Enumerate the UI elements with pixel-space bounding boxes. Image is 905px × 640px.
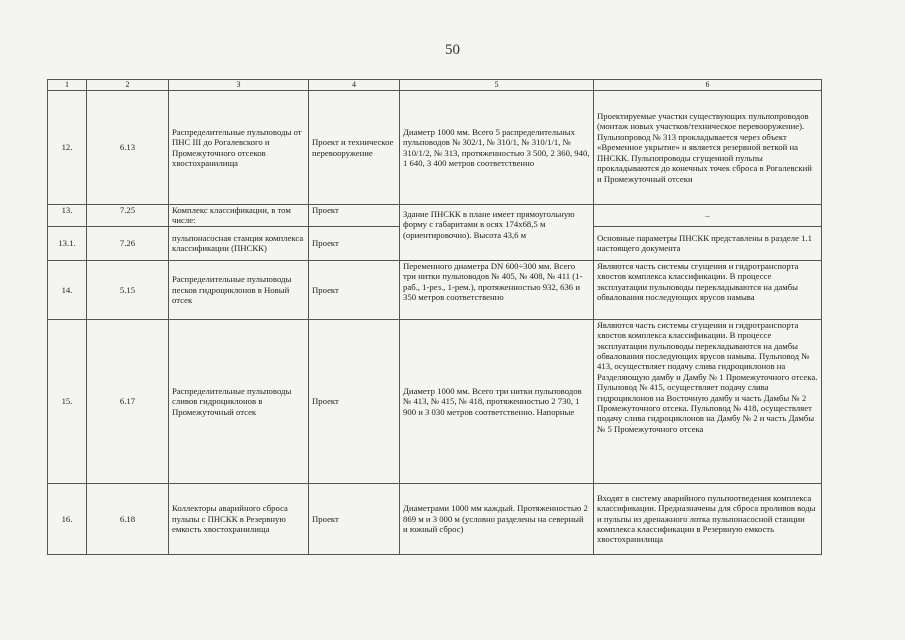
object-code: 7.26	[87, 226, 169, 260]
object-parameters: Переменного диаметра DN 600÷300 мм. Всего три нитки пульповодов № 405, № 408, № 411 (1-раб., 1-рез., 1-рем.), протяженностью 932, 636 и 350 метров соответственно	[400, 260, 594, 319]
document-type: Проект и техническое перевооружение	[309, 91, 400, 205]
document-type: Проект	[309, 260, 400, 319]
object-code: 5.15	[87, 260, 169, 319]
object-name: Распределительные пульповоды от ПНС III до Рогалевского и Промежуточного отсеков хвостохранилища	[169, 91, 309, 205]
header-cell: 2	[87, 80, 169, 91]
row-number: 15.	[48, 319, 87, 483]
row-number: 13.1.	[48, 226, 87, 260]
object-parameters: Диаметр 1000 мм. Всего три нитки пульповодов № 413, № 415, № 418, протяженностью 2 730, 1 900 и 3 030 метров соответственно. Напорные	[400, 319, 594, 483]
object-code: 6.18	[87, 483, 169, 554]
row-number: 13.	[48, 205, 87, 227]
object-name: Коллекторы аварийного сброса пульпы с ПНСКК в Резервную емкость хвостохранилища	[169, 483, 309, 554]
header-cell: 6	[594, 80, 822, 91]
document-type: Проект	[309, 483, 400, 554]
object-note: Являются часть системы сгущения и гидротранспорта хвостов комплекса классификации. В процессе эксплуатации пульповоды перекладываются на дамбы обвалования последующих ярусов намыва. Пульповод № 413, осуществляет подачу слива гидроциклонов на Разделяющую дамбу и Дамбу № 1 Промежуточного отсека. Пульповод № 415, осуществляет подачу слива гидроциклонов на Восточную дамбу и часть Дамбы № 2 Промежуточного отсека. Пульповод № 418, осуществляет подачу слива гидроциклонов на Дамбу № 2 и часть Дамбы № 5 Промежуточного отсека	[594, 319, 822, 483]
object-note: –	[594, 205, 822, 227]
object-code: 6.17	[87, 319, 169, 483]
object-parameters: Диаметрами 1000 мм каждый. Протяженностью 2 869 м и 3 000 м (условно разделены на северный и южный сброс)	[400, 483, 594, 554]
header-cell: 3	[169, 80, 309, 91]
document-type: Проект	[309, 319, 400, 483]
object-name: Распределительные пульповоды сливов гидроциклонов в Промежуточный отсек	[169, 319, 309, 483]
header-cell: 4	[309, 80, 400, 91]
object-name: Распределительные пульповоды песков гидроциклонов в Новый отсек	[169, 260, 309, 319]
object-note: Проектируемые участки существующих пульпопроводов (монтаж новых участков/техническое перевооружение). Пульпопровод № 313 прокладывается через объект «Временное укрытие» и является резервной веткой на ПНСКК. Пульпопроводы сгущенной пульпы прокладываются до конечных точек сброса в Рогалевский и Промежуточный отсеки	[594, 91, 822, 205]
table-row	[48, 260, 822, 319]
object-note: Входят в систему аварийного пульпоотведения комплекса классификации. Предназначены для сброса проливов воды и пульпы из дренажного лотка пульпонасосной станции комплекса классификации в Резервную емкость хвостохранилища	[594, 483, 822, 554]
document-type: Проект	[309, 226, 400, 260]
objects-table	[47, 79, 822, 555]
object-parameters: Здание ПНСКК в плане имеет прямоугольную форму с габаритами в осях 174х68,5 м (ориентировочно). Высота 43,6 м	[400, 205, 594, 261]
object-name: пульпонасосная станция комплекса классификации (ПНСКК)	[169, 226, 309, 260]
row-number: 14.	[48, 260, 87, 319]
table-header-row	[48, 80, 822, 91]
table-row	[48, 91, 822, 205]
object-note: Основные параметры ПНСКК представлены в разделе 1.1 настоящего документа	[594, 226, 822, 260]
object-code: 7.25	[87, 205, 169, 227]
row-number: 12.	[48, 91, 87, 205]
object-parameters: Диаметр 1000 мм. Всего 5 распределительных пульповодов № 302/1, № 310/1, № 310/1/1, № 310/1/2, № 313, протяженностью 3 500, 2 360, 940, 1 640, 3 400 метров соответственно	[400, 91, 594, 205]
header-cell: 1	[48, 80, 87, 91]
object-code: 6.13	[87, 91, 169, 205]
table-row	[48, 205, 822, 227]
document-type: Проект	[309, 205, 400, 227]
object-note: Являются часть системы сгущения и гидротранспорта хвостов комплекса классификации. В процессе эксплуатации пульповоды перекладываются на дамбы обвалования последующих ярусов намыва	[594, 260, 822, 319]
object-name: Комплекс классификации, в том числе:	[169, 205, 309, 227]
table-row	[48, 483, 822, 554]
row-number: 16.	[48, 483, 87, 554]
header-cell: 5	[400, 80, 594, 91]
table-row	[48, 319, 822, 483]
page-number: 50	[445, 42, 460, 58]
